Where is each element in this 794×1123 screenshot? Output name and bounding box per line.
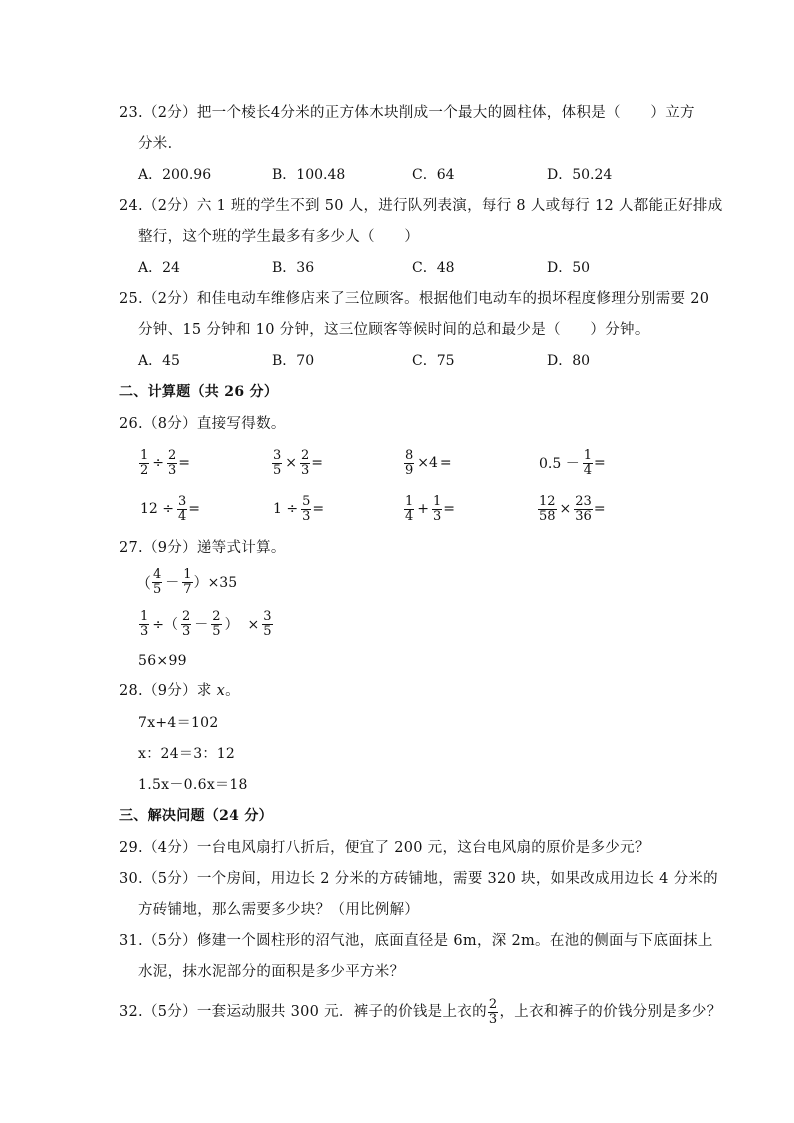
q26-r1-b	[271, 443, 323, 483]
q26-r1-d	[537, 443, 606, 483]
q28-eq-1: 7x+4＝102	[138, 715, 219, 731]
numerator: 1	[140, 447, 149, 463]
denominator: 3	[302, 508, 311, 524]
q24-option-a: A．24	[138, 260, 180, 276]
operator: ×	[559, 501, 572, 517]
denominator: 5	[153, 581, 162, 597]
numerator: 23	[575, 493, 592, 509]
q23-option-b: B．100.48	[272, 167, 346, 183]
fraction	[432, 495, 442, 524]
numerator: 4	[153, 566, 162, 582]
q27-expr-2	[138, 604, 274, 644]
numerator: 1	[140, 608, 149, 624]
denominator: 36	[575, 508, 592, 524]
q23-line2: 分米．	[138, 136, 183, 152]
open-paren: （	[136, 573, 152, 592]
q28-eq-3: 1.5x－0.6x＝18	[138, 777, 248, 793]
q32-text-pre: 32.（5分）一套运动服共 300 元．裤子的价钱是上衣的	[119, 1004, 487, 1020]
denominator: 58	[539, 508, 556, 524]
fraction	[167, 449, 177, 478]
q24-option-b: B．36	[272, 260, 315, 276]
fraction	[139, 449, 149, 478]
q29-line1: 29.（4分）一台电风扇打八折后，便宜了 200 元，这台电风扇的原价是多少元？	[119, 840, 650, 856]
q32-line1	[119, 995, 721, 1029]
q25-line1: 25.（2分）和佳电动车维修店来了三位顾客。根据他们电动车的损坏程度修理分别需要 20	[119, 291, 710, 307]
denominator: 4	[178, 508, 187, 524]
numerator: 3	[263, 608, 272, 624]
q25-option-d: D．80	[547, 353, 591, 369]
numerator: 3	[273, 447, 282, 463]
q26-r2-a	[138, 489, 200, 529]
fraction	[181, 610, 191, 639]
q30-line2: 方砖铺地，那么需要多少块？（用比例解）	[138, 902, 420, 918]
operator: －	[165, 575, 180, 591]
q28-stem	[119, 681, 240, 701]
operator: ） ×	[224, 617, 260, 633]
q26-r2-d	[537, 489, 606, 529]
q28-stem-variable: x	[216, 683, 226, 699]
fraction	[262, 610, 272, 639]
denominator: 2	[140, 462, 149, 478]
numerator: 5	[302, 493, 311, 509]
q25-line2: 分钟、15 分钟和 10 分钟，这三位顾客等候时间的总和最少是（ ）分钟。	[138, 322, 650, 338]
denominator: 3	[140, 623, 149, 639]
numerator: 1	[405, 493, 414, 509]
q26-r1-c	[403, 443, 452, 483]
fraction	[211, 610, 221, 639]
q23-option-d: D．50.24	[547, 167, 613, 183]
equals: =	[439, 455, 452, 471]
equals: =	[443, 501, 456, 517]
q24-option-c: C．48	[412, 260, 455, 276]
numerator: 2	[168, 447, 177, 463]
operator: －	[194, 617, 209, 633]
q24-line1: 24.（2分）六 1 班的学生不到 50 人，进行队列表演，每行 8 人或每行 12 人都能正好排成	[119, 198, 723, 214]
operator: ×	[285, 455, 298, 471]
fraction	[301, 495, 311, 524]
q25-option-b: B．70	[272, 353, 315, 369]
denominator: 3	[488, 1011, 498, 1027]
numerator: 2	[301, 447, 310, 463]
q31-line1: 31.（5分）修建一个圆柱形的沼气池，底面直径是 6m，深 2m。在池的侧面与下底面抹上	[119, 933, 713, 949]
numerator: 8	[405, 447, 414, 463]
numerator: 12	[539, 493, 556, 509]
fraction	[488, 998, 499, 1027]
denominator: 3	[301, 462, 310, 478]
section-2-title: 二、计算题（共 26 分）	[119, 384, 279, 400]
fraction	[300, 449, 310, 478]
denominator: 3	[182, 623, 191, 639]
q26-r2-c	[403, 489, 455, 529]
fraction	[139, 610, 149, 639]
operand: 0.5 －	[539, 456, 580, 472]
q27-stem: 27.（9分）递等式计算。	[119, 540, 286, 556]
operand: 12 ÷	[140, 501, 174, 517]
q23-option-a: A．200.96	[138, 167, 212, 183]
equals: =	[311, 455, 324, 471]
q25-option-a: A．45	[138, 353, 180, 369]
q26-r1-a	[138, 443, 190, 483]
q26-r2-b	[271, 489, 324, 529]
q28-stem-end: 。	[225, 683, 240, 699]
equals: =	[178, 455, 191, 471]
numerator: 2	[212, 608, 221, 624]
q28-eq-2: x：24＝3：12	[138, 746, 236, 762]
q26-stem: 26.（8分）直接写得数。	[119, 416, 286, 432]
denominator: 5	[263, 623, 272, 639]
operator: +	[417, 501, 430, 517]
denominator: 4	[583, 462, 592, 478]
operator: ÷	[152, 455, 165, 471]
fraction	[177, 495, 187, 524]
denominator: 3	[433, 508, 442, 524]
q27-expr-3: 56×99	[138, 653, 187, 669]
q32-text-post: ，上衣和裤子的价钱分别是多少？	[499, 1004, 722, 1020]
q24-option-d: D．50	[547, 260, 591, 276]
equals: =	[594, 455, 606, 471]
section-3-title: 三、解决问题（24 分）	[119, 808, 273, 824]
numerator: 1	[433, 493, 442, 509]
q27-expr-1	[136, 562, 237, 602]
denominator: 7	[183, 581, 192, 597]
q31-line2: 水泥，抹水泥部分的面积是多少平方米？	[138, 964, 405, 980]
numerator: 1	[583, 447, 592, 463]
fraction	[404, 495, 414, 524]
q24-line2: 整行，这个班的学生最多有多少人（ ）	[138, 229, 420, 245]
equals: =	[188, 501, 201, 517]
fraction	[404, 449, 414, 478]
denominator: 3	[168, 462, 177, 478]
denominator: 5	[273, 462, 282, 478]
q23-option-c: C．64	[412, 167, 455, 183]
denominator: 5	[212, 623, 221, 639]
numerator: 2	[488, 996, 498, 1012]
operator: ÷（	[152, 617, 179, 633]
fraction	[152, 568, 162, 597]
operand: 1 ÷	[273, 501, 299, 517]
q30-line1: 30.（5分）一个房间，用边长 2 分米的方砖铺地，需要 320 块，如果改成用边长 4 分米的	[119, 871, 718, 887]
q25-option-c: C．75	[412, 353, 455, 369]
fraction	[538, 495, 557, 524]
q23-line1: 23.（2分）把一个棱长4分米的正方体木块削成一个最大的圆柱体，体积是（ ）立方	[119, 105, 695, 121]
numerator: 3	[178, 493, 187, 509]
numerator: 1	[183, 566, 192, 582]
denominator: 9	[405, 462, 414, 478]
numerator: 2	[182, 608, 191, 624]
fraction	[182, 568, 192, 597]
close-paren-times: ）×35	[193, 575, 238, 591]
fraction	[574, 495, 593, 524]
q28-stem-text: 28.（9分）求	[119, 683, 217, 699]
fraction	[272, 449, 282, 478]
fraction	[583, 449, 593, 478]
equals: =	[593, 501, 606, 517]
operator: ×4	[417, 455, 438, 471]
equals: =	[312, 501, 325, 517]
denominator: 4	[405, 508, 414, 524]
